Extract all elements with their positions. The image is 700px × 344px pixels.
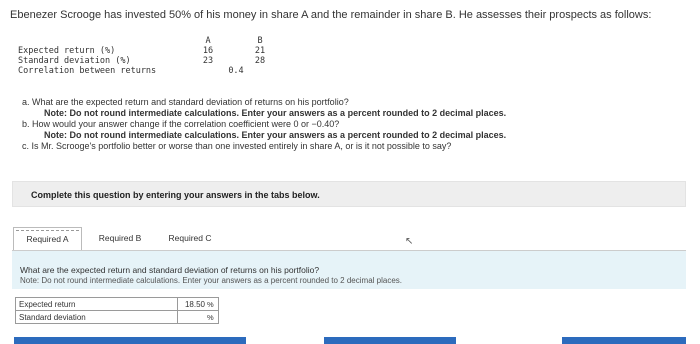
answer-label: Expected return xyxy=(16,298,178,311)
required-a-nav-button[interactable] xyxy=(324,337,456,344)
question-b-note: Note: Do not round intermediate calculations. Enter your answers as a percent rounded to 2 decimal places. xyxy=(44,130,507,140)
question-a-note: Note: Do not round intermediate calculations. Enter your answers as a percent rounded to 2 decimal places. xyxy=(44,108,507,118)
question-c: c. Is Mr. Scrooge's portfolio better or worse than one invested entirely in share A, or is it not possible to say? xyxy=(22,141,452,151)
correlation-value: 0.4 xyxy=(228,66,244,76)
question-panel xyxy=(12,251,686,289)
answer-row-std-dev xyxy=(16,311,219,324)
percent-unit: % xyxy=(206,298,219,311)
question-list xyxy=(22,97,506,152)
tab-required-b[interactable]: Required B xyxy=(98,233,142,243)
row-label: Correlation between returns xyxy=(18,66,157,76)
answer-row-expected-return xyxy=(16,298,219,311)
expected-return-input[interactable]: 18.50 xyxy=(178,298,207,311)
row-label: Standard deviation (%) xyxy=(18,56,131,66)
cell-b: 28 xyxy=(254,56,266,66)
tab-required-c[interactable]: Required C xyxy=(168,233,212,243)
row-label: Expected return (%) xyxy=(18,46,116,56)
percent-unit: % xyxy=(206,311,219,324)
complete-instructions: Complete this question by entering your answers in the tabs below. xyxy=(31,190,320,200)
question-a: a. What are the expected return and standard deviation of returns on his portfolio? xyxy=(22,97,349,107)
complete-instructions-box xyxy=(12,181,686,207)
col-a-header: A xyxy=(205,36,211,46)
tab-required-a[interactable]: Required A xyxy=(13,227,82,250)
answer-label: Standard deviation xyxy=(16,311,178,324)
prev-button[interactable] xyxy=(14,337,246,344)
standard-deviation-input[interactable] xyxy=(178,311,207,324)
answer-table xyxy=(15,297,219,324)
cell-a: 23 xyxy=(202,56,214,66)
cell-b: 21 xyxy=(254,46,266,56)
col-b-header: B xyxy=(257,36,263,46)
mouse-cursor-icon: ↖ xyxy=(405,236,414,247)
bottom-nav-bar xyxy=(14,337,686,344)
cell-a: 16 xyxy=(202,46,214,56)
intro-text: Ebenezer Scrooge has invested 50% of his money in share A and the remainder in share B. He assesses their prospects as follows: xyxy=(10,9,652,21)
panel-note: Note: Do not round intermediate calculations. Enter your answers as a percent rounded to 2 decimal places. xyxy=(20,276,402,285)
next-button[interactable] xyxy=(562,337,686,344)
panel-question: What are the expected return and standard deviation of returns on his portfolio? xyxy=(20,265,320,275)
question-b: b. How would your answer change if the correlation coefficient were 0 or −0.40? xyxy=(22,119,340,129)
